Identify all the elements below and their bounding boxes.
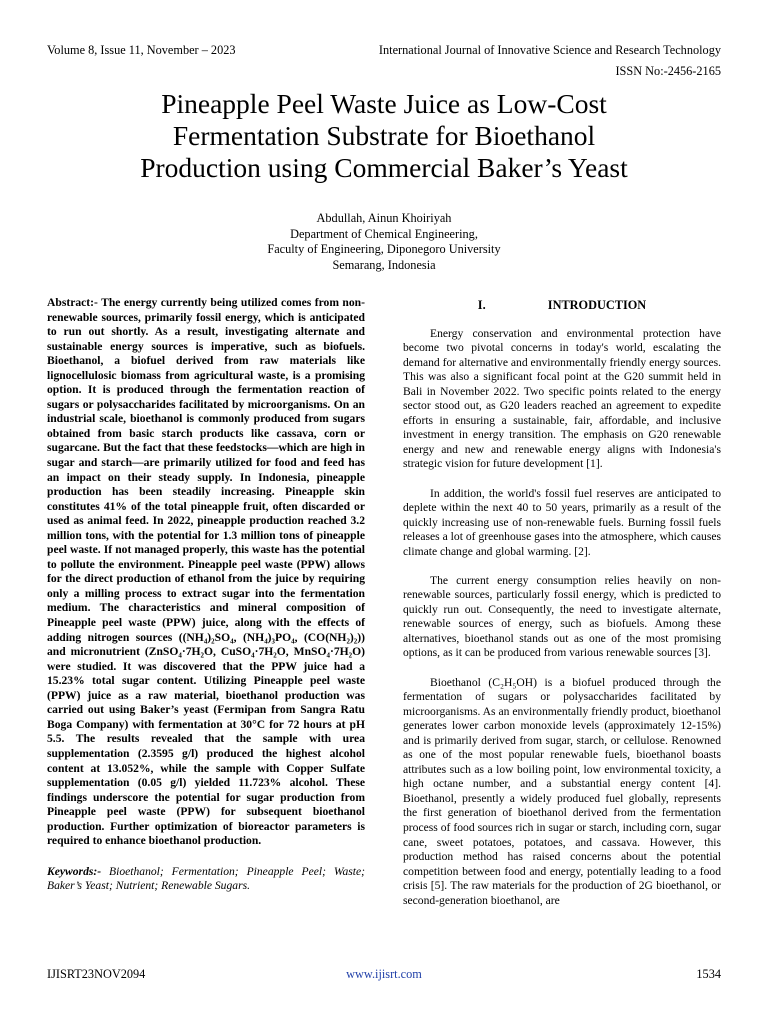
- paragraph: The current energy consumption relies heavily on non-renewable sources, particularly fossil energy, which is predicted to quickly run out. Consequently, the need to investigate alternate, renewable sources of energy, such as biofuels. Among these alternatives, bioethanol stands out as one of the most promising options, as it can be produced from various renewable sources [3].: [403, 573, 721, 660]
- abstract-text: The energy currently being utilized comes from non-renewable sources, primarily fossil energy, which is anticipated to run out shortly. As a result, investigating alternate and sustainable energy sources is imperative, such as biofuels. Bioethanol, a biofuel derived from raw materials like lignocellulosic biomass from agricultural waste, is a promising option. It is produced through the fermentation reaction of sugars or polysaccharides facilitated by microorganisms. On an industrial scale, bioethanol is commonly produced from sugars obtained from basic starch products like cassava, corn or sugarcane. But the fact that these feedstocks—which are high in sugar and starch—are primarily utilized for food and feed has an impact on their steady supply. In Indonesia, pineapple production has been steadily increasing. Pineapple skin constitutes 41% of the total pineapple fruit, often discarded or used as animal feed. In 2022, pineapple production reached 3.2 million tons, with the potential for 1.3 million tons of pineapple peel waste. If not managed properly, this waste has the potential to pollute the environment. Pineapple peel waste (PPW) allows for the direct production of ethanol from the juice by requiring only a milling process to extract sugar into the fermentation medium. The characteristics and mineral composition of Pineapple peel waste (PPW) juice, along with the effects of adding nitrogen sources ((NH₄)₂SO₄, (NH₄)₃PO₄, (CO(NH₂)₂)) and micronutrient (ZnSO₄·7H₂O, CuSO₄·7H₂O, MnSO₄·7H₂O) were studied. It was discovered that the PPW juice had a 15.23% total sugar content. Utilizing Pineapple peel waste (PPW) juice as a raw material, bioethanol production was carried out using Baker’s yeast (Fermipan from Sangra Ratu Boga Company) with fermentation at 30°C for 72 hours at pH 5.5. The results revealed that the sample with urea supplementation (2.3595 g/l) produced the highest alcohol content at 13.052%, while the sample with Copper Sulfate supplementation (0.05 g/l) yielded 11.723% alcohol. These findings underscore the potential for sugar production from Pineapple peel waste (PPW) for subsequent bioethanol production. Further optimization of bioreactor parameters is required to enhance bioethanol production.: [47, 296, 365, 848]
- section-title: INTRODUCTION: [547, 298, 647, 312]
- keywords-label: Keywords:-: [47, 864, 102, 878]
- author-names: Abdullah, Ainun Khoiriyah: [316, 211, 452, 225]
- paragraph: Energy conservation and environmental protection have become two pivotal concerns in today's world, escalating the demand for alternative and environmentally friendly energy sources. This was also a significant focal point at the G20 summit held in Bali in November 2022. Two specific points related to the energy sector stood out, as G20 leaders reached an agreement to expedite efforts in ensuring a sustainable, fair, affordable, and inclusive investment in energy transition. The emphasis on G20 renewable energy and new and renewable energy aligns with Indonesia's strategic vision for future development [1].: [403, 326, 721, 471]
- paper-title: [60, 88, 708, 184]
- journal-name: International Journal of Innovative Science and Research Technology: [378, 43, 721, 57]
- page-number: 1534: [696, 967, 721, 981]
- website-link[interactable]: www.ijisrt.com: [346, 967, 422, 981]
- left-column: [47, 296, 365, 894]
- author-faculty: Faculty of Engineering, Diponegoro University: [267, 242, 501, 256]
- paragraph: Bioethanol (C₂H₅OH) is a biofuel produced through the fermentation of sugars or polysaccharides facilitated by microorganisms. As an environmentally friendly product, bioethanol generates lower carbon monoxide levels (approximately 12-15%) and is primarily derived from sugar, starch, or cellulose. Renowned as one of the most popular renewable fuels, bioethanol boasts attributes such as a low boiling point, low environmental toxicity, a high octane number, and a substantial energy content [4]. Bioethanol, presently a widely produced fuel globally, represents the first generation of bioethanol derived from the fermentation process of food sources rich in sugar or starch, including corn, sugar cane, sweet potatoes, potatoes, and cassava. However, this production method has raised concerns about the potential competition between food and energy, potentially leading to a food crisis [5]. The raw materials for the production of 2G bioethanol, or second-generation bioethanol, are: [403, 675, 721, 907]
- paper-id: IJISRT23NOV2094: [47, 967, 146, 981]
- issn: ISSN No:-2456-2165: [615, 64, 721, 78]
- paragraph: In addition, the world's fossil fuel reserves are anticipated to deplete within the next 40 to 50 years, primarily as a result of the quickly increasing use of non-renewable fuels. Burning fossil fuels releases a lot of greenhouse gases into the atmosphere, which causes climate change and global warming. [2].: [403, 486, 721, 558]
- author-block: [60, 211, 708, 273]
- title-line: Production using Commercial Baker’s Yeast: [140, 152, 628, 183]
- section-heading: [403, 298, 721, 313]
- running-header: [47, 42, 721, 58]
- keywords: [47, 865, 365, 894]
- abstract: [47, 296, 365, 849]
- author-location: Semarang, Indonesia: [332, 257, 436, 272]
- abstract-label: Abstract:-: [47, 296, 98, 309]
- title-line: Fermentation Substrate for Bioethanol: [172, 120, 596, 151]
- volume-issue: Volume 8, Issue 11, November – 2023: [47, 43, 236, 57]
- right-column: [403, 296, 721, 923]
- keywords-text: Bioethanol; Fermentation; Pineapple Peel; Waste; Baker’s Yeast; Nutrient; Renewable Sugars.: [47, 864, 365, 893]
- section-number: I.: [477, 298, 486, 312]
- author-department: Department of Chemical Engineering,: [290, 226, 478, 241]
- title-line: Pineapple Peel Waste Juice as Low-Cost: [161, 88, 607, 119]
- page-footer: [47, 966, 721, 982]
